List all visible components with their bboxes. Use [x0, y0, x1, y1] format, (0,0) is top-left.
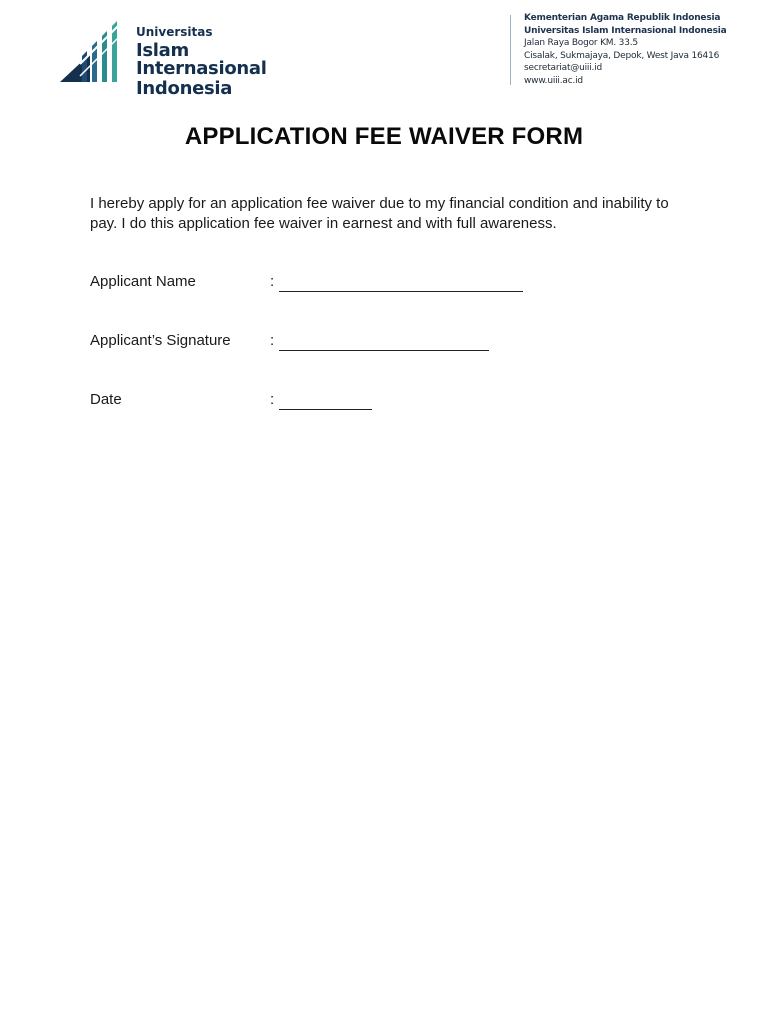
page-title: APPLICATION FEE WAIVER FORM — [184, 123, 584, 150]
applicant-name-colon: : — [270, 273, 275, 290]
header-divider — [510, 15, 511, 85]
date-field — [90, 391, 690, 413]
date-label: Date — [90, 391, 122, 408]
university-logo — [60, 18, 310, 99]
applicant-name-field — [90, 273, 690, 295]
address-street: Jalan Raya Bogor KM. 33.5 — [524, 38, 638, 49]
applicant-signature-label: Applicant’s Signature — [90, 332, 231, 349]
logo-wordmark — [136, 26, 310, 100]
applicant-name-label: Applicant Name — [90, 273, 196, 290]
applicant-signature-blank[interactable] — [279, 350, 489, 351]
uiii-logo-icon — [60, 18, 126, 84]
date-blank[interactable] — [279, 409, 372, 410]
date-colon: : — [270, 391, 275, 408]
address-university: Universitas Islam Internasional Indonesia — [524, 25, 727, 36]
applicant-signature-field — [90, 332, 690, 354]
address-ministry: Kementerian Agama Republik Indonesia — [524, 13, 721, 23]
logo-text-islam-internasional: Islam Internasional — [136, 40, 267, 79]
applicant-name-blank[interactable] — [279, 291, 523, 292]
address-block — [524, 12, 727, 88]
address-city: Cisalak, Sukmajaya, Depok, West Java 16416 — [524, 50, 720, 61]
logo-text-indonesia: Indonesia — [136, 78, 233, 99]
applicant-signature-colon: : — [270, 332, 275, 349]
address-website: www.uiii.ac.id — [524, 75, 583, 86]
address-email: secretariat@uiii.id — [524, 63, 602, 74]
logo-text-universitas: Universitas — [136, 25, 213, 39]
intro-paragraph: I hereby apply for an application fee waiver due to my financial condition and inability to pay. I do this application fee waiver in earnest and with full awareness. — [90, 195, 669, 232]
